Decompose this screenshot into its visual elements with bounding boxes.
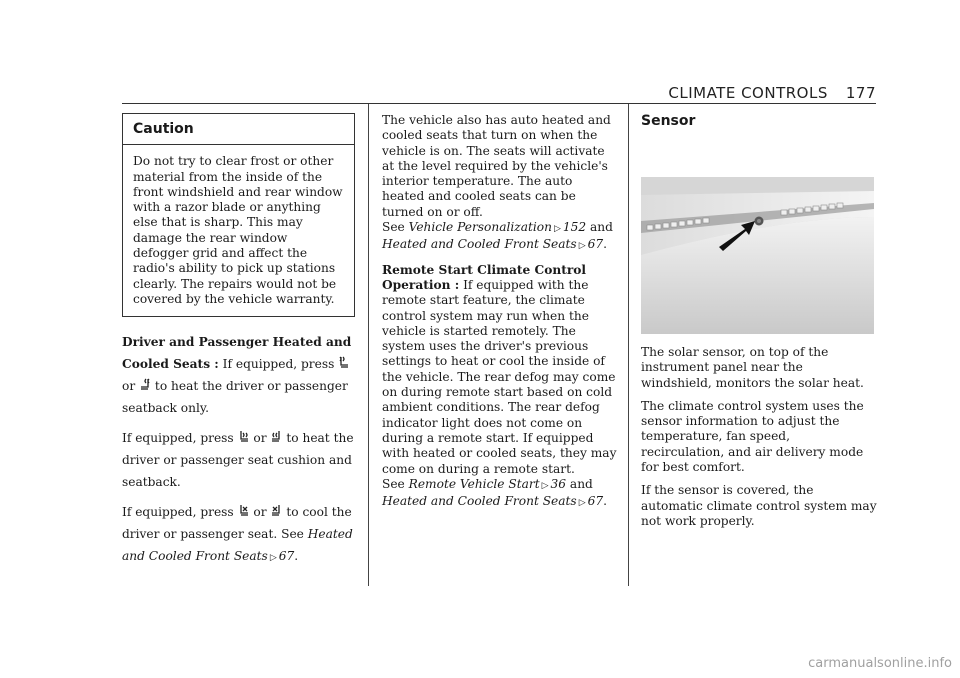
ref-page[interactable]: 36 [550,476,567,491]
paragraph-seat-heat [122,427,355,493]
ref-page[interactable]: 67 [587,494,604,509]
section-heading-sensor: Sensor [641,113,696,129]
seat-cool-icon-passenger [270,504,282,518]
paragraph-remote-start [382,263,618,512]
ref-remote-vehicle-start[interactable]: Remote Vehicle Start [408,476,540,491]
text: or [249,505,271,520]
text: If equipped with the remote start feature, the climate control system may run when the vehicle is started remotely. The system uses the driver's previous settings to heat or cool the inside of the vehicle. The rear defog may come on during remote start based on cold ambient conditions. The rear defog indicator light does not come on during a remote start. If equipped with heated or cooled seats, they may come on during a remote start. [382,277,617,476]
text: . [603,494,608,509]
seatback-heat-icon [338,356,350,370]
text: or [249,431,271,446]
paragraph-heated-cooled [122,331,355,419]
ref-heated-cooled-seats[interactable]: Heated and Cooled Front Seats [382,237,577,252]
ref-arrow-icon: ▷ [553,224,561,235]
seatback-heat-icon-passenger [139,378,151,392]
column-2 [382,113,618,519]
ref-page[interactable]: 67 [587,237,604,252]
text: If equipped, press [122,431,238,446]
text: to heat the driver or passenger seatback only. [122,379,348,416]
caution-box [122,113,355,317]
ref-arrow-icon: ▷ [578,498,586,509]
heading-heated-cooled: Driver and Passenger Heated and Cooled Seats : [122,335,352,372]
ref-heated-cooled-seats[interactable]: Heated and Cooled Front Seats [122,527,353,564]
text: If equipped, press [122,505,238,520]
ref-heated-cooled-seats[interactable]: Heated and Cooled Front Seats [382,494,577,509]
seat-heat-icon [238,430,250,444]
caution-body: Do not try to clear frost or other material from the inside of the front windshield and rear window with a razor blade or anything else that is sharp. This may damage the rear window defogger grid and affect the radio's ability to pick up stations clearly. The repairs would not be covered by the vehicle warranty. [133,154,343,306]
dashboard-illustration [641,177,874,334]
header-rule [122,103,876,104]
ref-page[interactable]: 67 [278,549,295,564]
text: See [382,476,409,491]
caution-title: Caution [123,114,354,145]
ref-arrow-icon: ▷ [541,480,549,491]
paragraph-sensor-2: The climate control system uses the sensor information to adjust the temperature, fan speed, recirculation, and air delivery mode for best comfort. [641,398,864,475]
text: See [382,220,409,235]
page-number: 177 [845,84,876,102]
seat-cool-icon [238,504,250,518]
text: and [566,476,593,491]
text: The vehicle also has auto heated and cooled seats that turn on when the vehicle is on. The seats will activate at the level required by the vehicle's interior temperature. The auto heated and cooled seats can be turned on or off. [382,113,611,219]
column-divider-2 [628,104,629,586]
text: . [294,549,299,564]
paragraph-sensor-1: The solar sensor, on top of the instrument panel near the windshield, monitors the solar heat. [641,345,864,390]
paragraph-seat-cool [122,501,355,569]
seat-heat-icon-passenger [270,430,282,444]
column-divider-1 [368,104,369,586]
ref-page[interactable]: 152 [562,220,587,235]
page-header [600,84,876,102]
ref-arrow-icon: ▷ [269,553,277,564]
column-3 [641,114,877,129]
text: If equipped, press [218,357,339,372]
text: or [122,379,140,394]
text: to heat the driver or passenger seat cushion and seatback. [122,431,354,490]
section-title: CLIMATE CONTROLS [668,84,828,102]
text: . [603,237,608,252]
watermark: carmanualsonline.info [808,656,952,671]
solar-sensor-photo [641,177,874,334]
column-1 [122,113,355,577]
text: and [586,220,613,235]
ref-arrow-icon: ▷ [578,241,586,252]
paragraph-sensor-3: If the sensor is covered, the automatic climate control system may not work properly. [641,483,877,528]
heading-remote-start: Remote Start Climate Control Operation : [382,262,587,292]
column-3-text [641,345,877,537]
paragraph-auto-seats [382,113,618,255]
ref-vehicle-personalization[interactable]: Vehicle Personalization [408,220,552,235]
text: to cool the driver or passenger seat. See [122,505,352,542]
